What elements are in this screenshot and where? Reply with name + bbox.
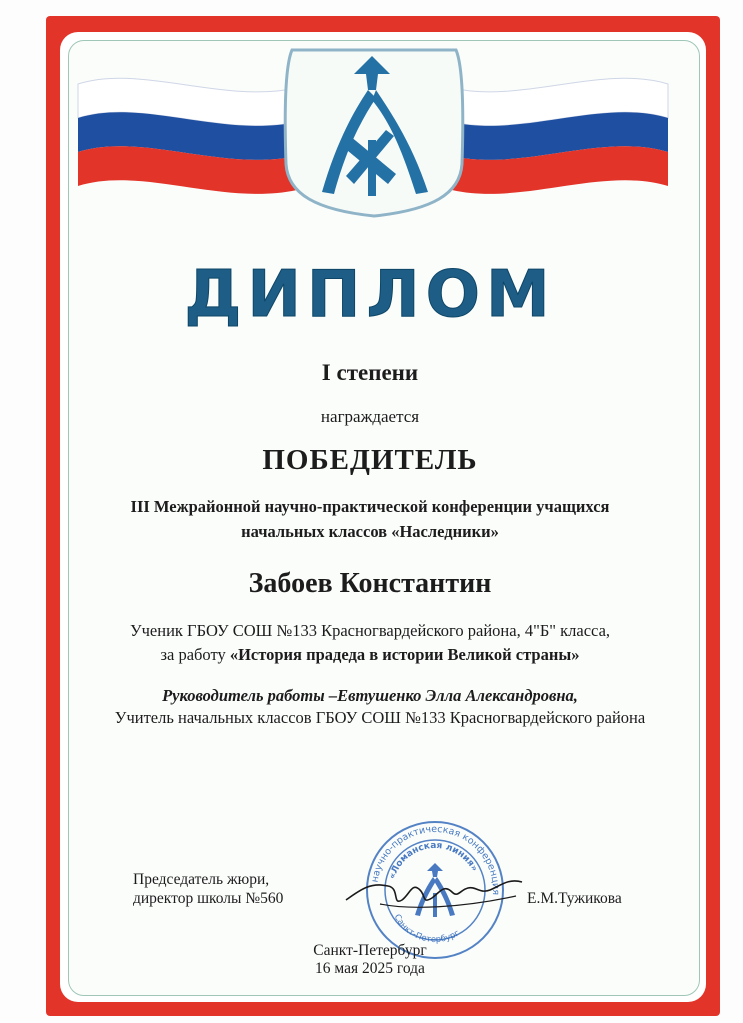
handwritten-signature <box>340 860 530 920</box>
conference-line-1: III Межрайонной научно-практической конференции учащихся <box>130 497 610 516</box>
signer-name: Е.М.Тужикова <box>527 890 622 907</box>
stamp-bottom-text: Санкт-Петербург <box>391 912 462 946</box>
school-emblem-icon <box>285 50 463 216</box>
date-label: 16 мая 2025 года <box>315 960 425 977</box>
conference-line-2: начальных классов «Наследники» <box>241 522 499 541</box>
student-name: Забоев Константин <box>248 568 492 599</box>
russian-flag-ribbon <box>72 44 672 224</box>
work-title: «История прадеда в истории Великой страны» <box>229 645 580 664</box>
supervisor-role: Учитель начальных классов ГБОУ СОШ №133 Красногвардейского района <box>114 708 646 727</box>
chair-title-line-1: Председатель жюри, <box>133 871 270 888</box>
student-description: Ученик ГБОУ СОШ №133 Красногвардейского района, 4"Б" класса, <box>129 621 611 640</box>
chair-title-line-2: директор школы №560 <box>133 890 284 907</box>
stamp-inner-text: «Ломанская линия» <box>387 840 480 881</box>
work-prefix: за работу <box>160 645 230 664</box>
diploma-title: ДИПЛОМ <box>184 258 556 332</box>
degree-label: I степени <box>321 360 419 385</box>
awarded-label: награждается <box>320 407 420 426</box>
city-label: Санкт-Петербург <box>313 942 427 959</box>
supervisor-line: Руководитель работы –Евтушенко Элла Александровна, <box>162 686 578 705</box>
work-line <box>80 645 660 665</box>
winner-status: ПОБЕДИТЕЛЬ <box>262 444 478 476</box>
stamp-outer-text: научно-практическая конференция <box>369 823 502 896</box>
